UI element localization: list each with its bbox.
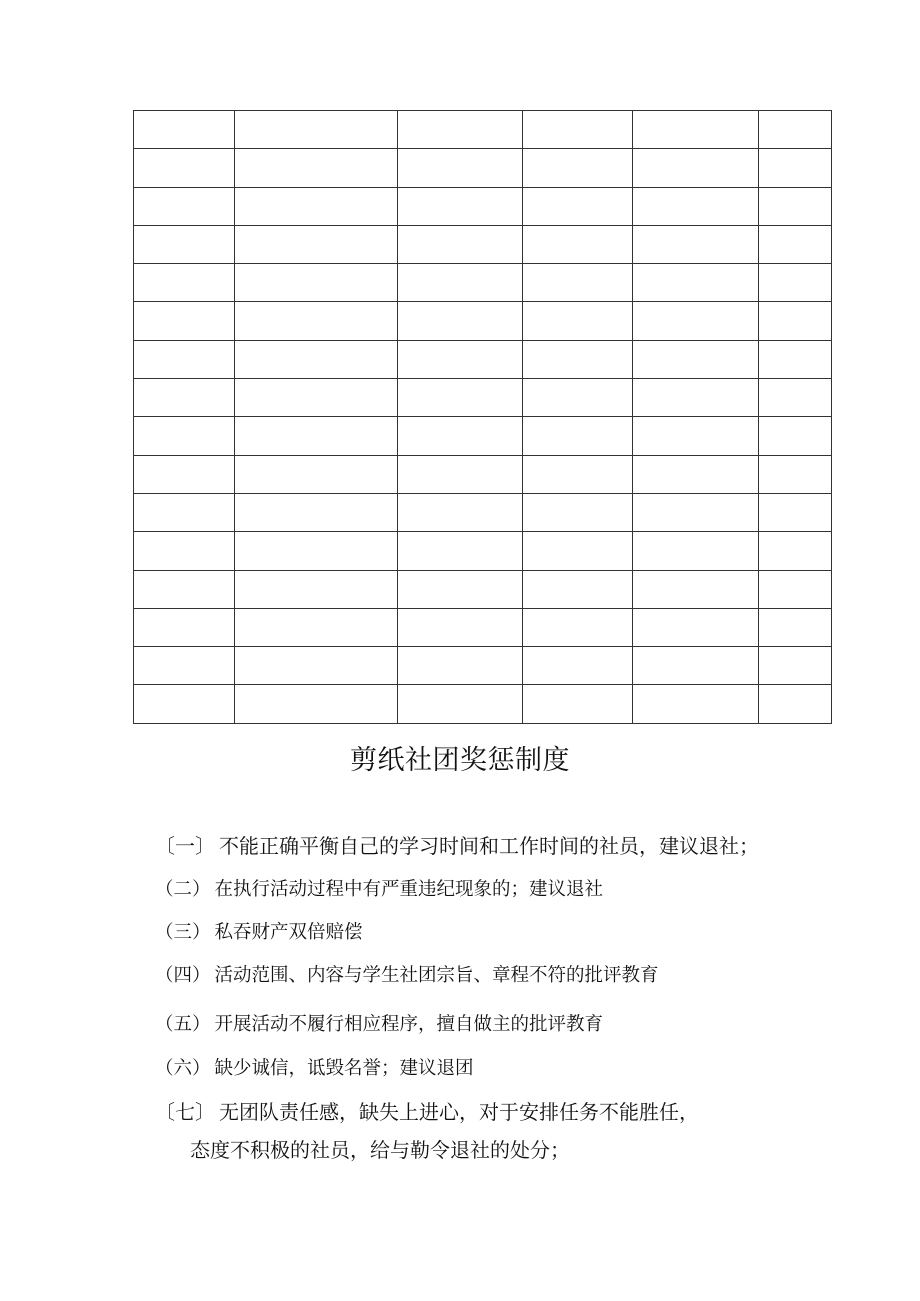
table-cell	[633, 225, 759, 263]
table-cell	[759, 340, 832, 378]
table-cell	[398, 111, 523, 149]
table-cell	[523, 532, 633, 570]
rule-text: 缺少诚信，诋毁名誉；建议退团	[214, 1058, 474, 1079]
rule-text: 无团队责任感，缺失上进心，对于安排任务不能胜任，	[219, 1100, 699, 1124]
table-row	[134, 149, 832, 187]
table-row	[134, 532, 832, 570]
table-cell	[134, 340, 235, 378]
table-cell	[398, 647, 523, 685]
table-cell	[523, 111, 633, 149]
table-cell	[235, 225, 398, 263]
rule-3	[155, 918, 363, 944]
table-cell	[759, 493, 832, 531]
table-cell	[759, 417, 832, 455]
table-cell	[759, 647, 832, 685]
table-cell	[633, 340, 759, 378]
table-cell	[759, 187, 832, 225]
table-cell	[398, 149, 523, 187]
table-cell	[134, 493, 235, 531]
rule-1	[155, 830, 759, 859]
table-cell	[523, 264, 633, 302]
table-cell	[759, 302, 832, 340]
table-row	[134, 187, 832, 225]
table-row	[134, 685, 832, 723]
table-cell	[759, 455, 832, 493]
table-cell	[633, 264, 759, 302]
table-cell	[398, 685, 523, 723]
table-cell	[134, 647, 235, 685]
table-cell	[633, 111, 759, 149]
table-row	[134, 570, 832, 608]
table-cell	[134, 111, 235, 149]
table-cell	[134, 532, 235, 570]
rule-number: 〔一〕	[155, 834, 215, 858]
table-cell	[759, 264, 832, 302]
table-cell	[633, 647, 759, 685]
table-cell	[235, 455, 398, 493]
rule-text: 活动范围、内容与学生社团宗旨、章程不符的批评教育	[214, 965, 659, 986]
table-cell	[759, 379, 832, 417]
table-cell	[134, 455, 235, 493]
table-cell	[235, 417, 398, 455]
table-cell	[523, 302, 633, 340]
table-cell	[235, 340, 398, 378]
table-cell	[633, 493, 759, 531]
table-cell	[134, 379, 235, 417]
table-cell	[398, 417, 523, 455]
page-title: 剪纸社团奖惩制度	[350, 745, 570, 776]
table-row	[134, 225, 832, 263]
rule-number: （二）	[155, 879, 211, 900]
table-cell	[134, 149, 235, 187]
table-cell	[134, 608, 235, 646]
table-cell	[235, 379, 398, 417]
table-cell	[759, 685, 832, 723]
table-cell	[398, 608, 523, 646]
table-cell	[523, 149, 633, 187]
table-cell	[398, 187, 523, 225]
table-cell	[633, 455, 759, 493]
table-cell	[134, 570, 235, 608]
table-cell	[235, 187, 398, 225]
table-cell	[398, 225, 523, 263]
table-row	[134, 493, 832, 531]
table-cell	[633, 187, 759, 225]
table-row	[134, 455, 832, 493]
rule-5	[155, 1010, 603, 1036]
rule-text: 不能正确平衡自己的学习时间和工作时间的社员，建议退社；	[219, 834, 759, 858]
table-row	[134, 302, 832, 340]
rule-text: 开展活动不履行相应程序，擅自做主的批评教育	[214, 1014, 604, 1035]
table-cell	[235, 302, 398, 340]
table-cell	[398, 455, 523, 493]
table-cell	[633, 302, 759, 340]
table-cell	[134, 685, 235, 723]
table-row	[134, 340, 832, 378]
table-cell	[398, 532, 523, 570]
rule-number: （五）	[155, 1014, 211, 1035]
table-cell	[398, 493, 523, 531]
table-row	[134, 417, 832, 455]
table-cell	[523, 225, 633, 263]
rule-7-continuation: 态度不积极的社员，给与勒令退社的处分；	[190, 1138, 570, 1162]
table-cell	[235, 149, 398, 187]
table-cell	[235, 264, 398, 302]
table-cell	[759, 608, 832, 646]
table-cell	[523, 685, 633, 723]
rule-number: （四）	[155, 965, 211, 986]
table-cell	[235, 647, 398, 685]
table-cell	[134, 187, 235, 225]
rule-4	[155, 961, 659, 987]
table-cell	[398, 302, 523, 340]
table-cell	[523, 379, 633, 417]
table-cell	[523, 570, 633, 608]
rule-2	[155, 875, 603, 901]
rule-number: （六）	[155, 1058, 211, 1079]
rule-number: （三）	[155, 922, 211, 943]
table-cell	[633, 417, 759, 455]
table-cell	[523, 417, 633, 455]
table-row	[134, 379, 832, 417]
table-cell	[398, 264, 523, 302]
table-cell	[134, 417, 235, 455]
table-cell	[633, 570, 759, 608]
table-cell	[523, 187, 633, 225]
table-cell	[759, 570, 832, 608]
table-cell	[134, 302, 235, 340]
table-cell	[235, 532, 398, 570]
table-cell	[633, 149, 759, 187]
table-cell	[235, 685, 398, 723]
table-cell	[523, 455, 633, 493]
rule-text: 私吞财产双倍赔偿	[214, 922, 363, 943]
table-cell	[759, 149, 832, 187]
table-cell	[523, 493, 633, 531]
table-cell	[235, 493, 398, 531]
rule-text: 在执行活动过程中有严重违纪现象的；建议退社	[214, 879, 604, 900]
table-cell	[398, 570, 523, 608]
table-cell	[523, 608, 633, 646]
table-row	[134, 264, 832, 302]
rule-number: 〔七〕	[155, 1100, 215, 1124]
table-cell	[235, 570, 398, 608]
table-cell	[759, 111, 832, 149]
table-cell	[523, 647, 633, 685]
table-cell	[398, 340, 523, 378]
table-cell	[235, 608, 398, 646]
table-row	[134, 647, 832, 685]
table-cell	[134, 264, 235, 302]
table-cell	[523, 340, 633, 378]
table-cell	[134, 225, 235, 263]
table-cell	[633, 608, 759, 646]
table-cell	[235, 111, 398, 149]
table-cell	[633, 379, 759, 417]
table-row	[134, 608, 832, 646]
table-cell	[759, 532, 832, 570]
table-row	[134, 111, 832, 149]
blank-record-table	[133, 110, 832, 724]
table-cell	[633, 532, 759, 570]
table-cell	[398, 379, 523, 417]
table-cell	[633, 685, 759, 723]
table-cell	[759, 225, 832, 263]
rule-6	[155, 1054, 474, 1080]
table-body	[134, 111, 832, 724]
rule-7	[155, 1096, 699, 1125]
